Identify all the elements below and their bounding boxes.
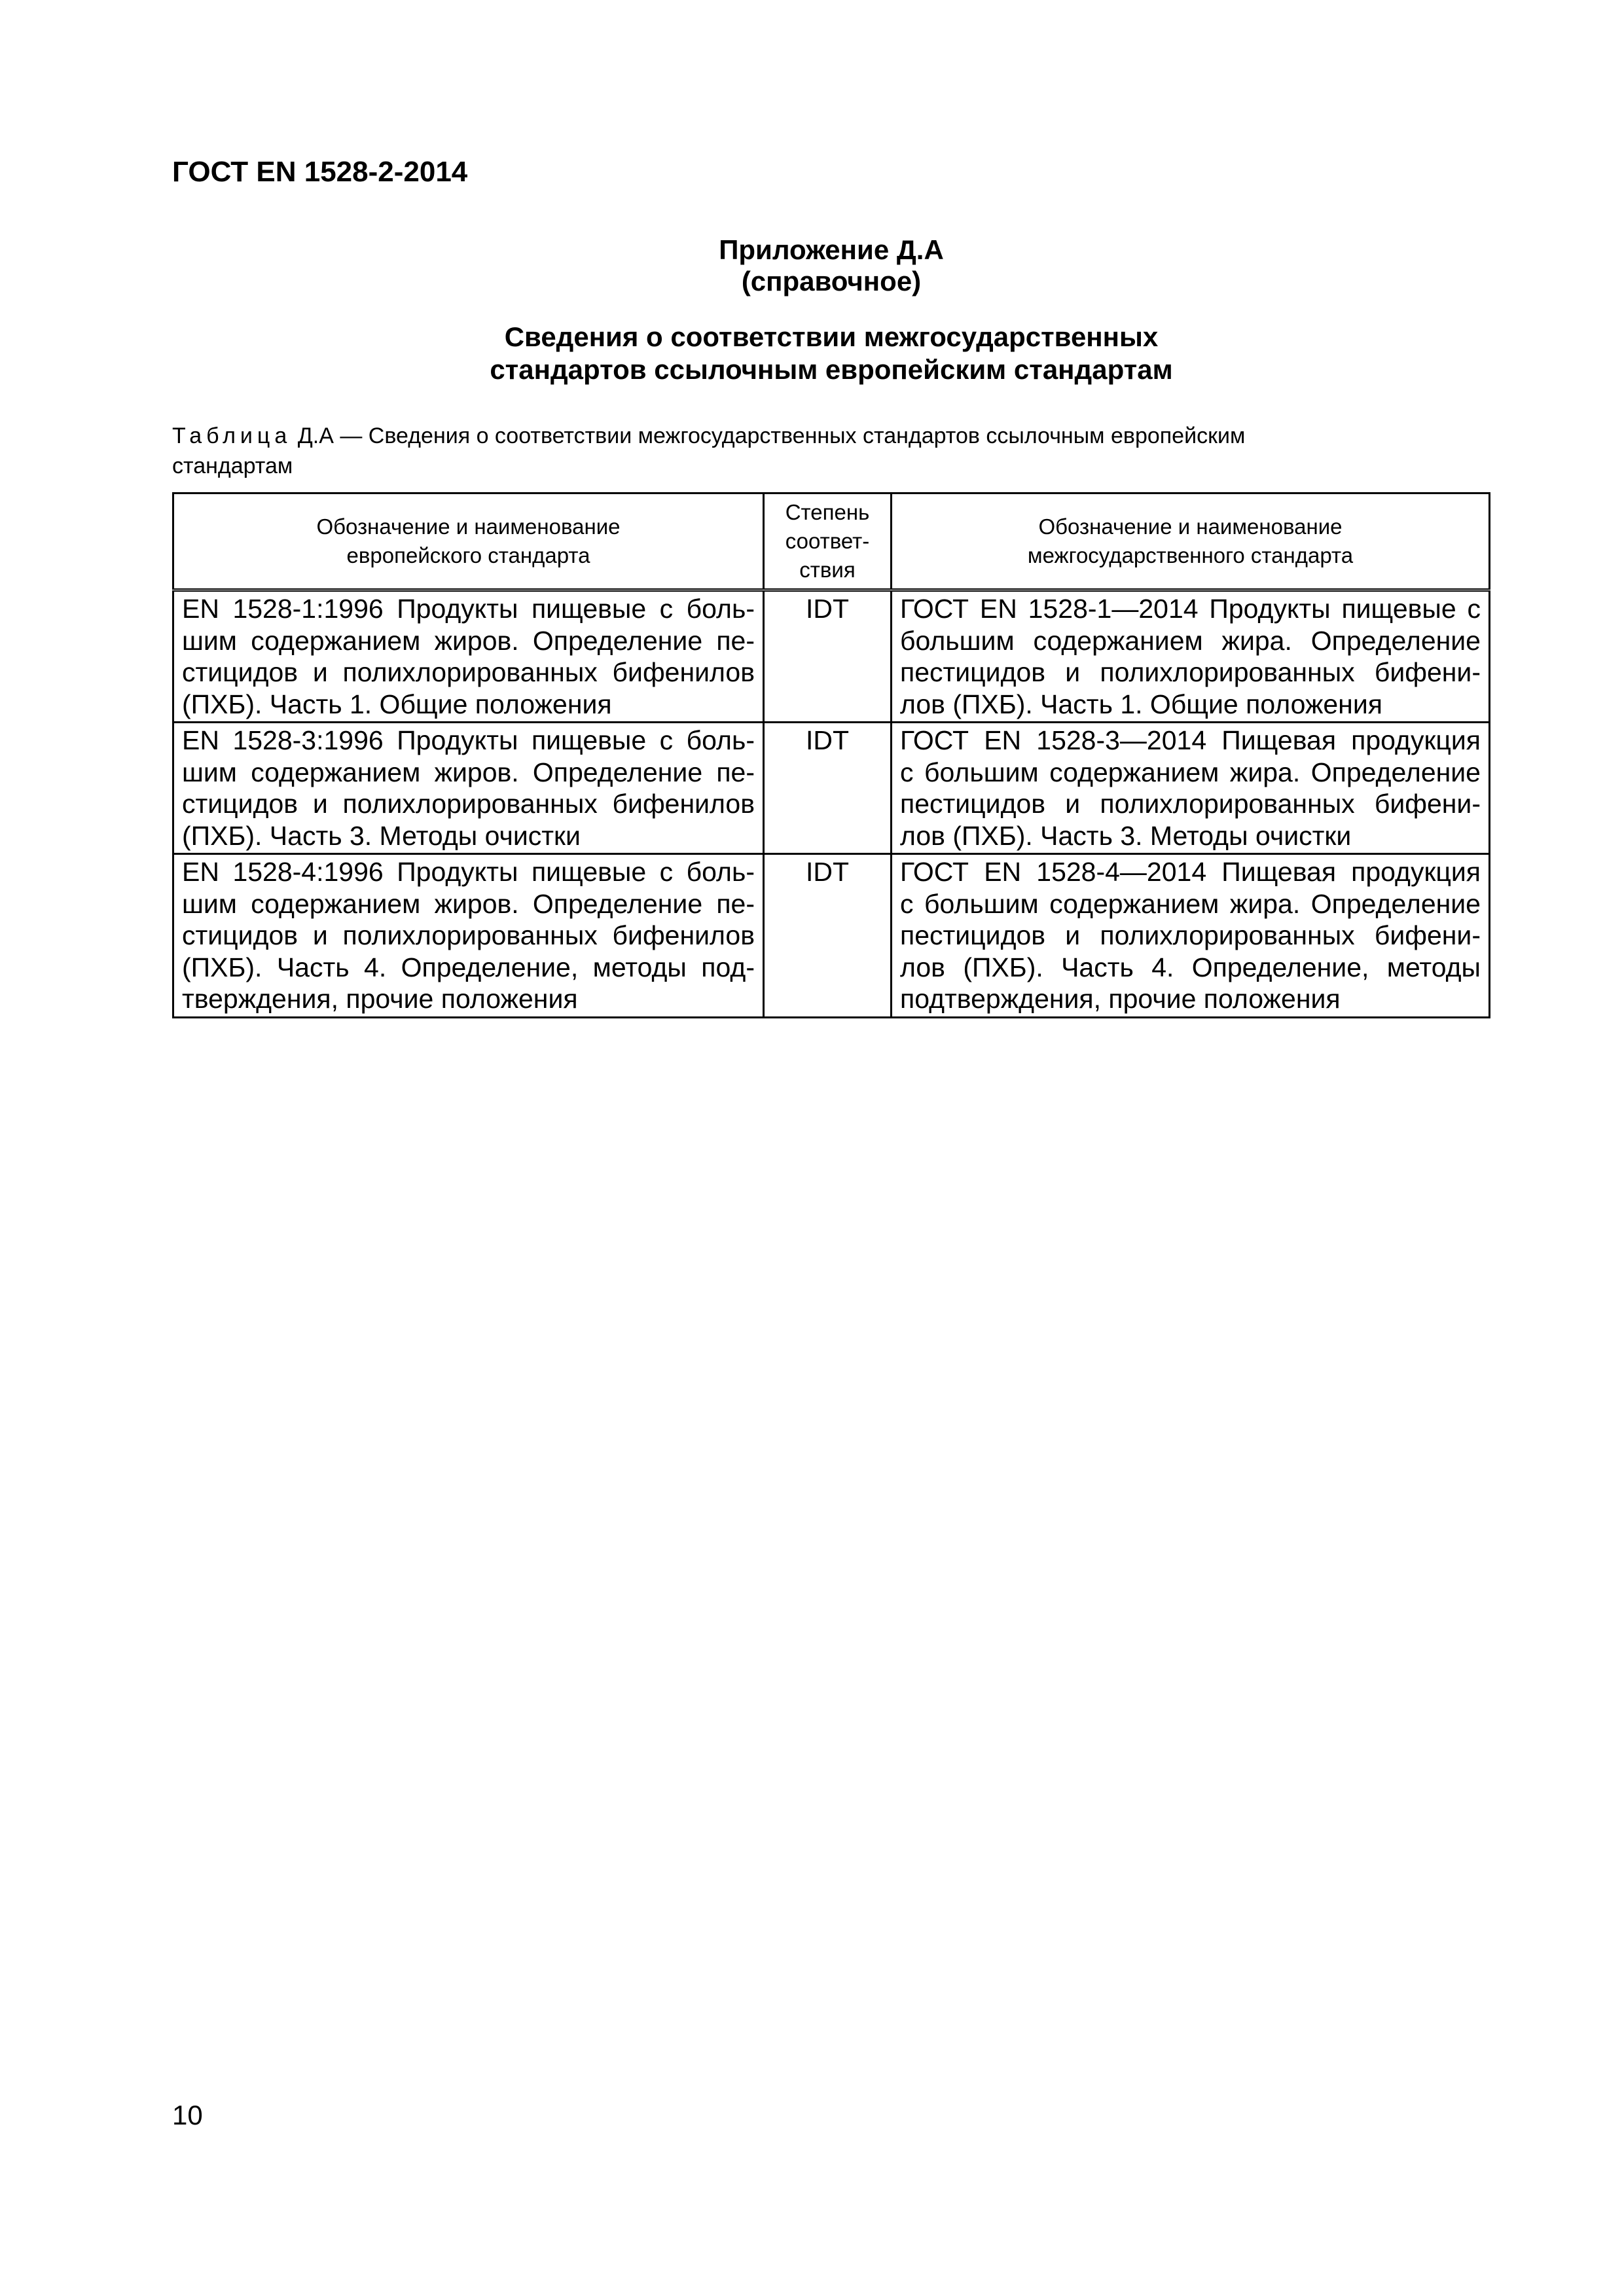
appendix-title-text: Приложение Д.А — [719, 234, 944, 265]
cell-line: (ПХБ). Часть 4. Определение, методы под- — [182, 952, 755, 982]
cell-interstate — [892, 723, 1490, 854]
cell-line: лов (ПХБ). Часть 4. Определение, методы — [900, 952, 1481, 982]
cell-line: (ПХБ). Часть 1. Общие положения — [182, 689, 612, 719]
cell-european — [173, 854, 764, 1018]
cell-line: стицидов и полихлорированных бифенилов — [182, 789, 755, 819]
degree-value: IDT — [805, 594, 850, 624]
cell-interstate — [892, 590, 1490, 723]
column-header-line: соответ- — [785, 529, 870, 553]
cell-interstate — [892, 854, 1490, 1018]
cell-line: пестицидов и полихлорированных бифени- — [900, 789, 1481, 819]
cell-line: пестицидов и полихлорированных бифени- — [900, 920, 1481, 950]
table-caption-text: Д.А — Сведения о соответствии межгосударственных стандартов ссылочным европейским — [291, 423, 1246, 448]
appendix-title — [172, 234, 1490, 297]
cell-line: EN 1528-4:1996 Продукты пищевые с боль- — [182, 857, 755, 887]
cell-line: лов (ПХБ). Часть 3. Методы очистки — [900, 820, 1352, 851]
cell-line: шим содержанием жиров. Определение пе- — [182, 625, 755, 656]
table-row — [173, 854, 1490, 1018]
cell-european — [173, 723, 764, 854]
column-header — [892, 493, 1490, 590]
appendix-heading-line: Сведения о соответствии межгосударственных — [504, 321, 1159, 352]
appendix-heading-line: стандартов ссылочным европейским стандартам — [490, 354, 1173, 385]
cell-line: с большим содержанием жира. Определение — [900, 757, 1481, 787]
column-header-line: Степень — [785, 500, 870, 524]
cell-line: тверждения, прочие положения — [182, 984, 578, 1014]
cell-degree — [764, 590, 892, 723]
appendix-heading — [172, 321, 1490, 386]
document-code: ГОСТ EN 1528-2-2014 — [172, 156, 468, 188]
cell-line: большим содержанием жира. Определение — [900, 625, 1481, 656]
cell-line: с большим содержанием жира. Определение — [900, 888, 1481, 919]
standards-table — [172, 492, 1490, 1018]
cell-line: пестицидов и полихлорированных бифени- — [900, 657, 1481, 687]
cell-line: стицидов и полихлорированных бифенилов — [182, 657, 755, 687]
table-caption-label: Таблица — [172, 423, 292, 448]
cell-european — [173, 590, 764, 723]
cell-line: ГОСТ EN 1528-3—2014 Пищевая продукция — [900, 725, 1481, 755]
cell-line: лов (ПХБ). Часть 1. Общие положения — [900, 689, 1382, 719]
column-header — [173, 493, 764, 590]
column-header-line: европейского стандарта — [346, 543, 590, 567]
column-header-line: межгосударственного стандарта — [1027, 543, 1354, 567]
cell-line: шим содержанием жиров. Определение пе- — [182, 888, 755, 919]
degree-value: IDT — [805, 857, 850, 887]
cell-line: шим содержанием жиров. Определение пе- — [182, 757, 755, 787]
column-header-line: Обозначение и наименование — [1038, 514, 1343, 539]
column-header — [764, 493, 892, 590]
table-row — [173, 590, 1490, 723]
page-number: 10 — [172, 2100, 203, 2130]
table-caption-text: стандартам — [172, 454, 293, 478]
cell-degree — [764, 854, 892, 1018]
cell-line: подтверждения, прочие положения — [900, 984, 1341, 1014]
cell-degree — [764, 723, 892, 854]
table-row — [173, 723, 1490, 854]
degree-value: IDT — [805, 725, 850, 755]
cell-line: ГОСТ EN 1528-4—2014 Пищевая продукция — [900, 857, 1481, 887]
cell-line: стицидов и полихлорированных бифенилов — [182, 920, 755, 950]
cell-line: ГОСТ EN 1528-1—2014 Продукты пищевые с — [900, 594, 1481, 624]
cell-line: EN 1528-3:1996 Продукты пищевые с боль- — [182, 725, 755, 755]
table-caption — [172, 421, 1490, 481]
cell-line: (ПХБ). Часть 3. Методы очистки — [182, 820, 581, 851]
column-header-line: ствия — [799, 558, 856, 582]
column-header-line: Обозначение и наименование — [316, 514, 621, 539]
appendix-subtitle: (справочное) — [741, 266, 922, 296]
table-header-row — [173, 493, 1490, 590]
cell-line: EN 1528-1:1996 Продукты пищевые с боль- — [182, 594, 755, 624]
